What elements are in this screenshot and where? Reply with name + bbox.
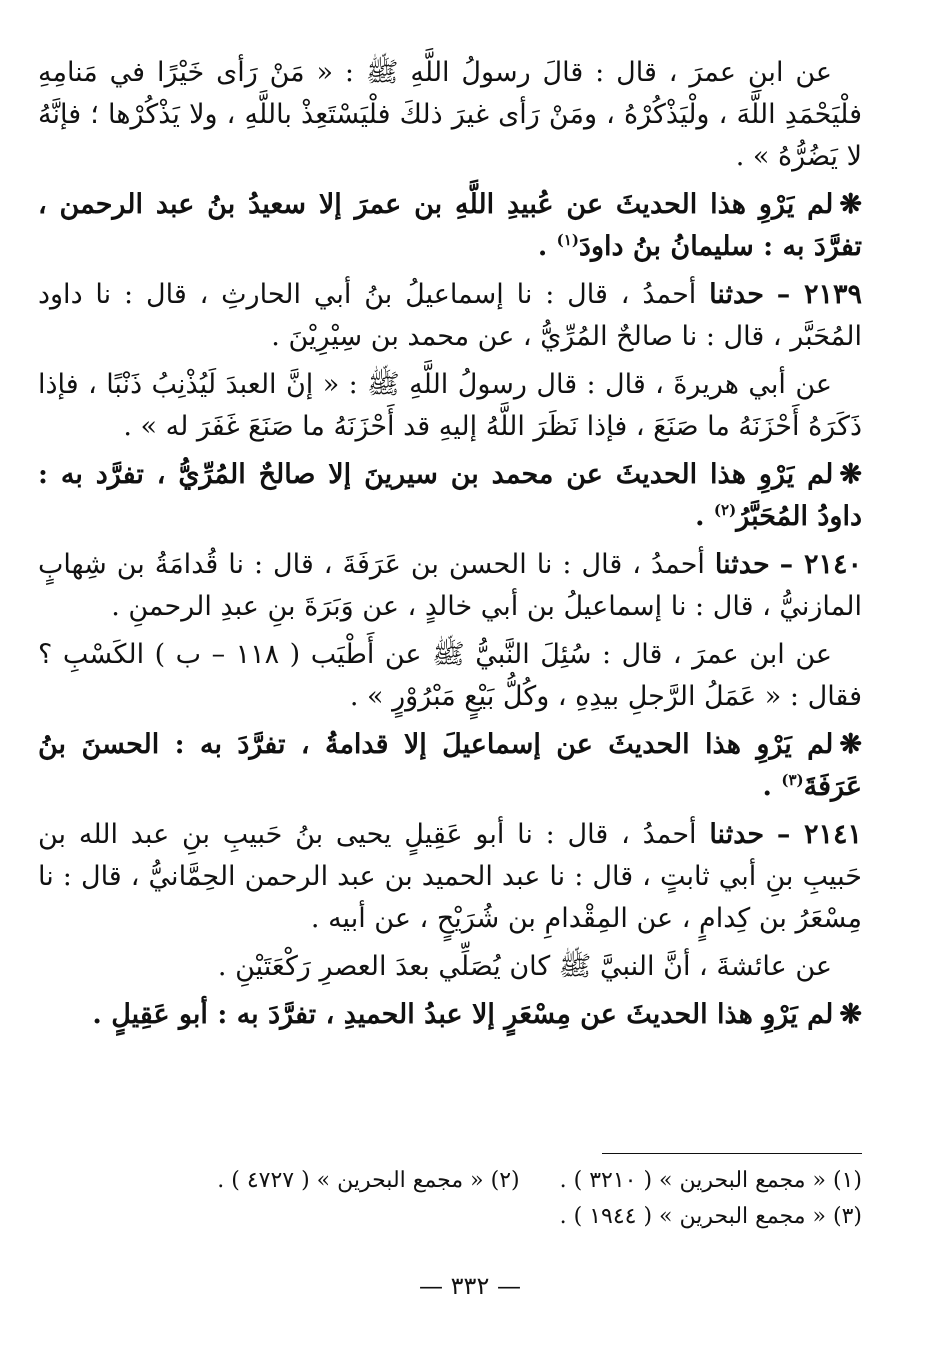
footnote-reference: (٢) — [713, 501, 737, 519]
footnote-line — [38, 1163, 862, 1199]
editorial-note — [38, 184, 862, 268]
hadith-lead: حدثنا — [709, 279, 764, 310]
star-icon: ❋ — [839, 999, 862, 1030]
hadith-lead: حدثنا — [714, 549, 770, 580]
star-icon: ❋ — [839, 729, 862, 760]
footnote-item: (٢) « مجمع البحرين » ( ٤٧٢٧ ) . — [217, 1168, 520, 1193]
matn-text: عن عائشةَ ، أنَّ النبيَّ ﷺ كان يُصَلِّي بعدَ العصرِ رَكْعَتَيْنِ . — [217, 951, 832, 982]
note-text: لم يَرْوِ هذا الحديثَ عن عُبيدِ اللَّهِ بن عمرَ إلا سعيدُ بنُ عبد الرحمن ، تفرَّدَ به : سليمانُ بنُ داودَ — [38, 189, 862, 262]
hadith-lead: حدثنا — [709, 819, 765, 850]
editorial-note — [38, 454, 862, 538]
star-icon: ❋ — [839, 189, 862, 220]
star-icon: ❋ — [839, 459, 862, 490]
page-body — [38, 52, 862, 1042]
editorial-note — [38, 994, 862, 1036]
hadith-chain-text: أحمدُ ، قال : نا إسماعيلُ بنُ أبي الحارثِ ، قال : نا داود المُحَبَّر ، قال : نا صالحٌ المُرِّيُّ ، عن محمد بن سِيْرِيْنَ . — [38, 279, 862, 352]
hadith-isnad — [38, 814, 862, 940]
note-text: لم يَرْوِ هذا الحديثَ عن محمد بن سيرينَ إلا صالحٌ المُرِّيُّ ، تفرَّد به : داودُ المُحَبَّرُ — [38, 459, 862, 532]
matn-text: عن ابنِ عمرَ ، قال : قالَ رسولُ اللَّهِ ﷺ : « مَنْ رَأى خَيْرًا في مَنامِهِ فلْيَحْمَدِ اللَّهَ ، ولْيَذْكُرْهُ ، ومَنْ رَأى غيرَ ذلكَ فلْيَسْتَعِذْ باللَّهِ ، ولا يَذْكُرْها ؛ فإنَّهُ لا يَضُرُّهُ » . — [38, 57, 862, 172]
hadith-chain-text: أحمدُ ، قال : نا الحسن بن عَرَفَةَ ، قال : نا قُدامَةُ بن شِهابٍ المازنيُّ ، قال : نا إسماعيلُ بن أبي خالدٍ ، عن وَبَرَةَ بنِ عبدِ الرحمنِ . — [38, 549, 862, 622]
hadith-number: ٢١٤٠ – — [779, 549, 862, 580]
matn-text: عن أبي هريرةَ ، قال : قال رسولُ اللَّهِ ﷺ : « إنَّ العبدَ لَيُذْنِبُ ذَنْبًا ، فإذا ذَكَرَهُ أَحْزَنَهُ ما صَنَعَ ، فإذا نَظَرَ اللَّهُ إليهِ قد أَحْزَنَهُ ما صَنَعَ غَفَرَ له » . — [38, 369, 862, 442]
note-text: لم يَرْوِ هذا الحديثَ عن إسماعيلَ إلا قدامةُ ، تفرَّدَ به : الحسنَ بنُ عَرَفَةَ — [38, 729, 862, 802]
matn-text: عن ابن عمرَ ، قال : سُئِلَ النَّبيُّ ﷺ عن أَطْيَب ( ١١٨ – ب ) الكَسْبِ ؟ فقال : « عَمَلُ الرَّجلِ بيدِهِ ، وكُلُّ بَيْعٍ مَبْرُوْرٍ » . — [38, 639, 862, 712]
footnote-separator — [602, 1153, 862, 1154]
note-end: . — [762, 771, 782, 802]
hadith-isnad — [38, 274, 862, 358]
footnote-item: (٣) « مجمع البحرين » ( ١٩٤٤ ) . — [559, 1204, 862, 1229]
note-end: . — [537, 231, 557, 262]
footnote-line — [38, 1199, 862, 1235]
hadith-matn — [38, 52, 862, 178]
hadith-chain-text: أحمدُ ، قال : نا أبو عَقِيلٍ يحيى بنُ حَبيبِ بنِ عبد الله بن حَبيبِ بنِ أبي ثابتٍ ، قال : نا عبد الحميد بن عبد الرحمن الحِمَّانيُّ ، قال : نا مِسْعَرُ بن كِدامٍ ، عن المِقْدامِ بن شُرَيْحٍ ، عن أبيه . — [38, 819, 862, 934]
hadith-number: ٢١٤١ – — [776, 819, 862, 850]
hadith-isnad — [38, 544, 862, 628]
hadith-number: ٢١٣٩ – — [776, 279, 862, 310]
hadith-matn — [38, 364, 862, 448]
footnote-reference: (٣) — [781, 771, 804, 789]
hadith-matn — [38, 946, 862, 988]
note-text: لم يَرْوِ هذا الحديثَ عن مِسْعَرٍ إلا عبدُ الحميدِ ، تفرَّدَ به : أبو عَقِيلٍ — [111, 999, 834, 1030]
page-number: — ٣٣٢ — — [419, 1272, 521, 1300]
footnote-reference: (١) — [556, 231, 579, 249]
footnotes — [38, 1163, 862, 1235]
hadith-matn — [38, 634, 862, 718]
footnote-item: (١) « مجمع البحرين » ( ٣٢١٠ ) . — [559, 1168, 862, 1193]
note-end: . — [695, 501, 714, 532]
note-end: . — [92, 999, 112, 1030]
editorial-note — [38, 724, 862, 808]
